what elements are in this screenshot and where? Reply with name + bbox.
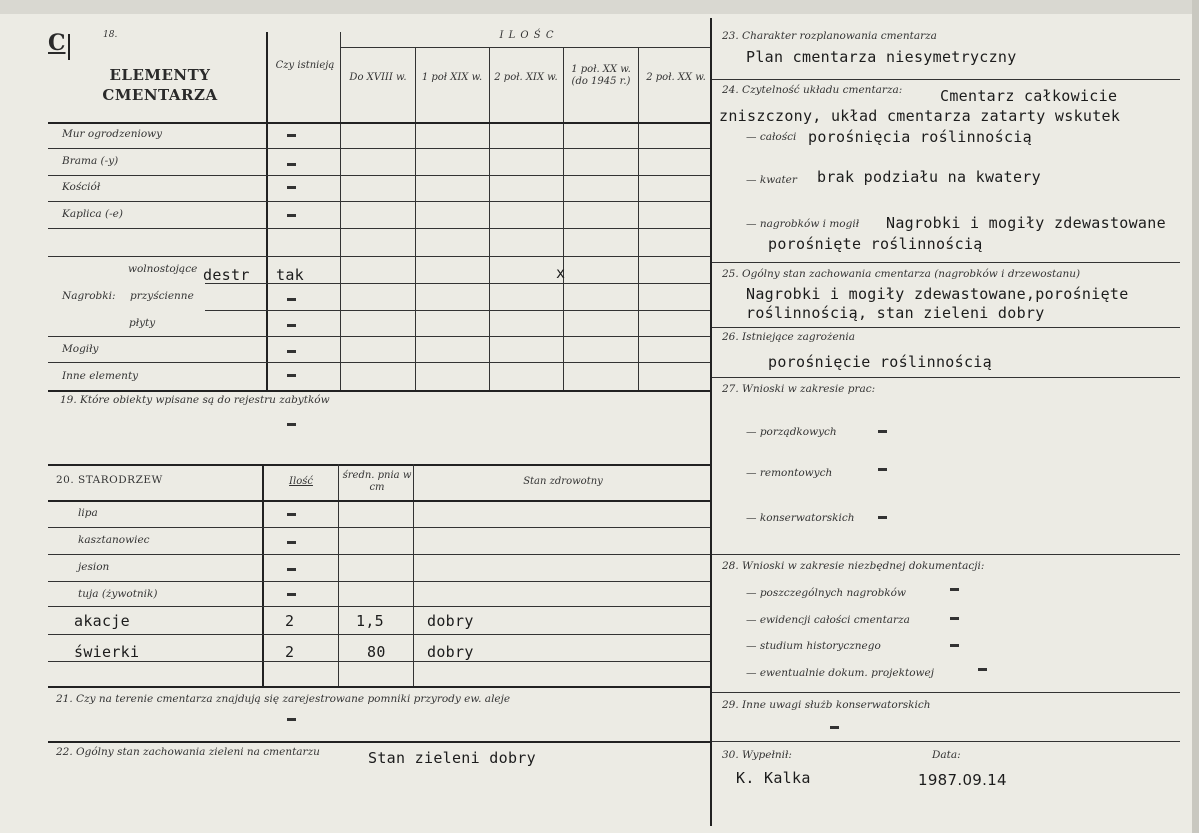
grid-hline — [205, 310, 710, 311]
grid-hline — [48, 606, 710, 607]
section-30: 30. Wypełnił: — [722, 749, 792, 761]
grid-hline — [48, 581, 710, 582]
section-23: 23. Charakter rozplanowania cmentarza — [722, 30, 937, 42]
grid-hline — [48, 228, 710, 229]
calosci-value: porośnięcia roślinnością — [808, 128, 1032, 146]
col-1pol-xx: 1 poł. XX w. (do 1945 r.) — [571, 64, 631, 87]
dash-mark — [287, 350, 296, 353]
section-25: 25. Ogólny stan zachowania cmentarza (nagrobków i drzewostanu) — [722, 268, 1081, 280]
section-25-value-2: roślinnością, stan zieleni dobry — [746, 304, 1045, 322]
dash-mark — [287, 568, 296, 571]
section-24-value-2: zniszczony, układ cmentarza zatarty wskutek — [719, 107, 1121, 125]
section-22-value: Stan zieleni dobry — [368, 749, 536, 767]
s20-col-ilosc: Ilość — [289, 476, 313, 487]
section-24: 24. Czytelność układu cmentarza: — [722, 84, 903, 96]
tree-akacje-stan: dobry — [427, 612, 474, 630]
dash-mark — [950, 588, 959, 591]
section-26: 26. Istniejące zagrożenia — [722, 331, 856, 343]
s28-ewidencji: — ewidencji całości cmentarza — [746, 614, 910, 626]
dash-mark — [287, 324, 296, 327]
tree-tuja: tuja (żywotnik) — [78, 588, 158, 600]
grid-hline — [712, 741, 1180, 742]
grid-hline — [712, 79, 1180, 80]
grid-hline — [48, 741, 710, 743]
kwater-value: brak podziału na kwatery — [817, 168, 1041, 186]
letter-bar — [68, 34, 70, 60]
dash-mark — [950, 617, 959, 620]
grid-hline — [712, 262, 1180, 263]
elements-title: ELEMENTY CMENTARZA — [102, 66, 218, 104]
tree-akacje-pien: 1,5 — [356, 612, 384, 630]
grid-hline — [48, 175, 710, 176]
calosci-label: — całości — [746, 131, 797, 143]
s28-projektowej: — ewentualnie dokum. projektowej — [746, 667, 934, 679]
grid-hline — [712, 554, 1180, 555]
grid-hline — [340, 47, 710, 48]
data-label: Data: — [932, 749, 961, 761]
dash-mark — [878, 468, 887, 471]
row-kosciol: Kościół — [62, 181, 101, 193]
page-right-edge — [1192, 0, 1199, 833]
data-value: 1987.09.14 — [918, 771, 1007, 789]
s20-col-stan: Stan zdrowotny — [523, 476, 603, 487]
grid-hline — [712, 377, 1180, 378]
row-mogily: Mogiły — [62, 343, 99, 355]
nagrobkow-value-2: porośnięte roślinnością — [768, 235, 983, 253]
dash-mark — [878, 430, 887, 433]
section-25-value-1: Nagrobki i mogiły zdewastowane,porośnięte — [746, 285, 1129, 303]
grid-hline — [712, 692, 1180, 693]
s28-studium: — studium historycznego — [746, 640, 881, 652]
dash-mark — [287, 423, 296, 426]
row-mur: Mur ogrodzeniowy — [62, 128, 163, 140]
wolnostojace-mark: x — [556, 264, 566, 282]
row-plyty: płyty — [129, 317, 156, 329]
grid-hline — [48, 390, 710, 392]
section-23-value: Plan cmentarza niesymetryczny — [746, 48, 1017, 66]
grid-hline — [712, 327, 1180, 328]
section-29: 29. Inne uwagi służb konserwatorskich — [722, 699, 931, 711]
grid-hline — [48, 148, 710, 149]
dash-mark — [287, 541, 296, 544]
dash-mark — [287, 718, 296, 721]
col-xviii: Do XVIII w. — [349, 72, 407, 83]
card-letter: C — [48, 30, 66, 56]
grid-hline — [48, 686, 710, 688]
row-wolnostojace: wolnostojące — [128, 263, 198, 275]
tree-lipa: lipa — [78, 507, 98, 519]
dash-mark — [950, 644, 959, 647]
row-brama: Brama (-y) — [62, 155, 119, 167]
tree-kasztanowiec: kasztanowiec — [78, 534, 150, 546]
grid-hline — [48, 201, 710, 202]
kwater-label: — kwater — [746, 174, 797, 186]
grid-hline — [48, 527, 710, 528]
grid-vline — [489, 48, 490, 390]
section-20-title: 20. STARODRZEW — [56, 474, 163, 486]
dash-mark — [287, 513, 296, 516]
grid-vline — [638, 48, 639, 390]
col-1pol-xix: 1 poł XIX w. — [421, 72, 483, 83]
nagrobkow-value-1: Nagrobki i mogiły zdewastowane — [886, 214, 1166, 232]
section-26-value: porośnięcie roślinnością — [768, 353, 992, 371]
grid-hline — [48, 256, 710, 257]
page-top-edge — [0, 0, 1199, 14]
tree-jesion: jesion — [78, 561, 110, 573]
dash-mark — [287, 593, 296, 596]
grid-vline — [262, 464, 264, 686]
grid-hline — [48, 634, 710, 635]
grid-vline — [338, 464, 339, 686]
section-19: 19. Które obiekty wpisane są do rejestru zabytków — [60, 394, 330, 406]
ilosc-header: I L O Ś C — [499, 30, 555, 41]
dash-mark — [830, 726, 839, 729]
tree-swierki-pien: 80 — [367, 643, 386, 661]
tree-swierki-stan: dobry — [427, 643, 474, 661]
row-przyscienne: przyścienne — [130, 290, 194, 302]
center-divider — [710, 18, 712, 826]
grid-vline — [415, 48, 416, 390]
tree-swierki-name: świerki — [74, 643, 140, 661]
grid-vline — [563, 48, 564, 390]
grid-hline — [48, 464, 710, 466]
dash-mark — [287, 186, 296, 189]
nagrobki-label: Nagrobki: — [62, 290, 116, 302]
row-kaplica: Kaplica (-e) — [62, 208, 123, 220]
section-18-number: 18. — [103, 30, 118, 40]
s20-col-pien: średn. pnia w cm — [342, 470, 412, 493]
nagrobkow-label: — nagrobków i mogił — [746, 218, 860, 230]
tree-akacje-name: akacje — [74, 612, 130, 630]
wolnostojace-value: destr — [203, 266, 250, 284]
grid-hline — [48, 336, 710, 337]
dash-mark — [287, 298, 296, 301]
section-24-value-1: Cmentarz całkowicie — [940, 87, 1118, 105]
row-inne: Inne elementy — [62, 370, 139, 382]
dash-mark — [287, 134, 296, 137]
section-22: 22. Ogólny stan zachowania zieleni na cmentarzu — [56, 746, 320, 758]
s27-remontowych: — remontowych — [746, 467, 833, 479]
dash-mark — [287, 374, 296, 377]
col-2pol-xix: 2 poł. XIX w. — [494, 72, 558, 83]
grid-hline — [48, 362, 710, 363]
dash-mark — [878, 516, 887, 519]
dash-mark — [287, 214, 296, 217]
s27-konserwatorskich: — konserwatorskich — [746, 512, 855, 524]
section-27: 27. Wnioski w zakresie prac: — [722, 383, 876, 395]
grid-hline — [48, 554, 710, 555]
s28-nagrobkow: — poszczególnych nagrobków — [746, 587, 906, 599]
section-30-value: K. Kalka — [736, 769, 811, 787]
col-czy-istnieja: Czy istnieją — [275, 60, 335, 71]
wolnostojace-czy: tak — [276, 266, 304, 284]
grid-hline — [48, 122, 710, 124]
col-2pol-xx: 2 poł. XX w. — [646, 72, 706, 83]
s27-porzadkowych: — porządkowych — [746, 426, 837, 438]
tree-akacje-ilosc: 2 — [285, 612, 295, 630]
tree-swierki-ilosc: 2 — [285, 643, 295, 661]
dash-mark — [287, 163, 296, 166]
section-28: 28. Wnioski w zakresie niezbędnej dokumentacji: — [722, 560, 985, 572]
section-21: 21. Czy na terenie cmentarza znajdują się zarejestrowane pomniki przyrody ew. aleje — [56, 693, 511, 705]
dash-mark — [978, 668, 987, 671]
grid-hline — [48, 500, 710, 502]
grid-vline — [413, 464, 414, 686]
grid-hline — [48, 661, 710, 662]
